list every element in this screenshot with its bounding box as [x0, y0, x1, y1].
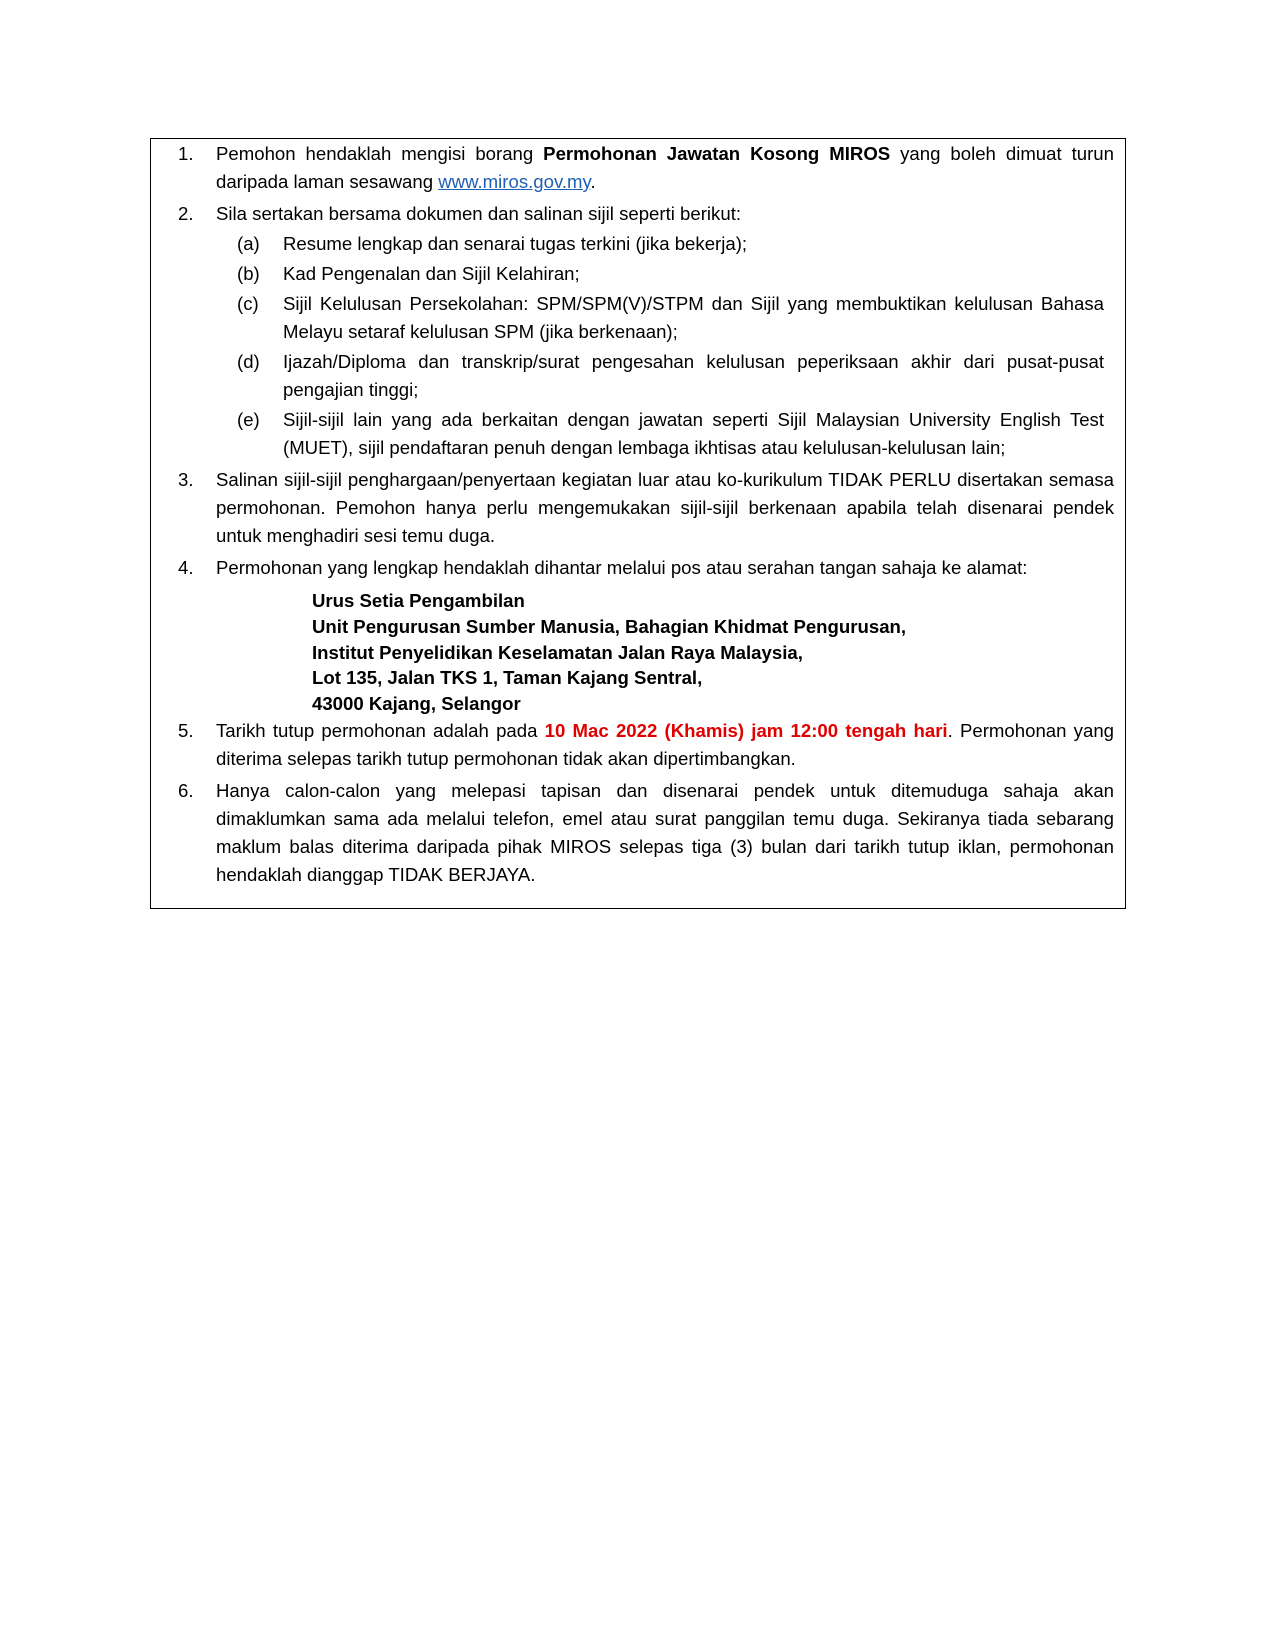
item-text: . Permohonan yang diterima selepas tarikh tutup permohonan tidak akan dipertimbangkan.	[216, 719, 1115, 769]
application-notes	[150, 140, 1126, 889]
address-line: Unit Pengurusan Sumber Manusia, Bahagian Khidmat Pengurusan,	[312, 615, 907, 637]
sub-item-letter: (d)	[237, 351, 260, 372]
mailing-address	[150, 588, 1126, 717]
list-item-1	[150, 140, 1126, 196]
list-item-5	[150, 717, 1126, 773]
sub-item-letter: (e)	[237, 409, 260, 430]
sub-item-text: Kad Pengenalan dan Sijil Kelahiran;	[283, 263, 580, 284]
deadline-highlight: 10 Mac 2022 (Khamis) jam 12:00 tengah hari	[544, 719, 948, 741]
list-item-6	[150, 777, 1126, 889]
website-link[interactable]: www.miros.gov.my	[438, 171, 591, 192]
item-text: .	[590, 171, 596, 192]
sub-item-text: Resume lengkap dan senarai tugas terkini (jika bekerja);	[283, 233, 748, 254]
item-text: Pemohon hendaklah mengisi borang	[216, 143, 544, 164]
item-text: Salinan sijil-sijil penghargaan/penyertaan kegiatan luar atau ko-kurikulum TIDAK PERLU disertakan semasa permohonan. Pemohon hanya perlu mengemukakan sijil-sijil berkenaan apabila telah disenarai pendek untuk menghadiri sesi temu duga.	[216, 469, 1114, 546]
address-line: Institut Penyelidikan Keselamatan Jalan Raya Malaysia,	[312, 641, 803, 663]
form-name: Permohonan Jawatan Kosong MIROS	[543, 143, 891, 164]
sub-item-b	[150, 260, 1126, 288]
item-number: 5.	[178, 719, 194, 741]
sub-item-letter: (b)	[237, 263, 260, 284]
address-line: 43000 Kajang, Selangor	[312, 693, 521, 715]
item-number: 6.	[178, 779, 194, 801]
item-number: 3.	[178, 469, 194, 490]
list-item-4	[150, 554, 1126, 582]
sub-item-a	[150, 230, 1126, 258]
item-number: 1.	[178, 143, 194, 164]
item-text: Hanya calon-calon yang melepasi tapisan dan disenarai pendek untuk ditemuduga sahaja akan dimaklumkan sama ada melalui telefon, emel atau surat panggilan temu duga. Sekiranya tiada sebarang maklum balas diterima daripada pihak MIROS selepas tiga (3) bulan dari tarikh tutup iklan, permohonan hendaklah dianggap TIDAK BERJAYA.	[216, 779, 1114, 885]
item-number: 2.	[178, 203, 194, 224]
list-item-3	[150, 466, 1126, 550]
sub-item-c	[150, 290, 1126, 346]
address-line: Urus Setia Pengambilan	[312, 590, 525, 611]
sub-item-letter: (a)	[237, 233, 260, 254]
item-text: Sila sertakan bersama dokumen dan salinan sijil seperti berikut:	[216, 203, 742, 224]
list-item-2	[150, 200, 1126, 228]
item-text: Permohonan yang lengkap hendaklah dihantar melalui pos atau serahan tangan sahaja ke alamat:	[216, 557, 1028, 578]
item-text: yang boleh dimuat turun daripada laman sesawang	[216, 143, 1114, 192]
sub-item-text: Sijil-sijil lain yang ada berkaitan dengan jawatan seperti Sijil Malaysian University English Test (MUET), sijil pendaftaran penuh dengan lembaga ikhtisas atau kelulusan-kelulusan lain;	[283, 409, 1104, 458]
sub-item-text: Sijil Kelulusan Persekolahan: SPM/SPM(V)/STPM dan Sijil yang membuktikan kelulusan Bahasa Melayu setaraf kelulusan SPM (jika berkenaan);	[283, 293, 1104, 342]
item-number: 4.	[178, 557, 194, 578]
item-text: Tarikh tutup permohonan adalah pada	[216, 719, 545, 741]
sub-item-d	[150, 348, 1126, 404]
sub-item-letter: (c)	[237, 293, 259, 314]
address-line: Lot 135, Jalan TKS 1, Taman Kajang Sentral,	[312, 667, 703, 689]
sub-item-text: Ijazah/Diploma dan transkrip/surat pengesahan kelulusan peperiksaan akhir dari pusat-pusat pengajian tinggi;	[283, 351, 1104, 400]
sub-item-e	[150, 406, 1126, 462]
